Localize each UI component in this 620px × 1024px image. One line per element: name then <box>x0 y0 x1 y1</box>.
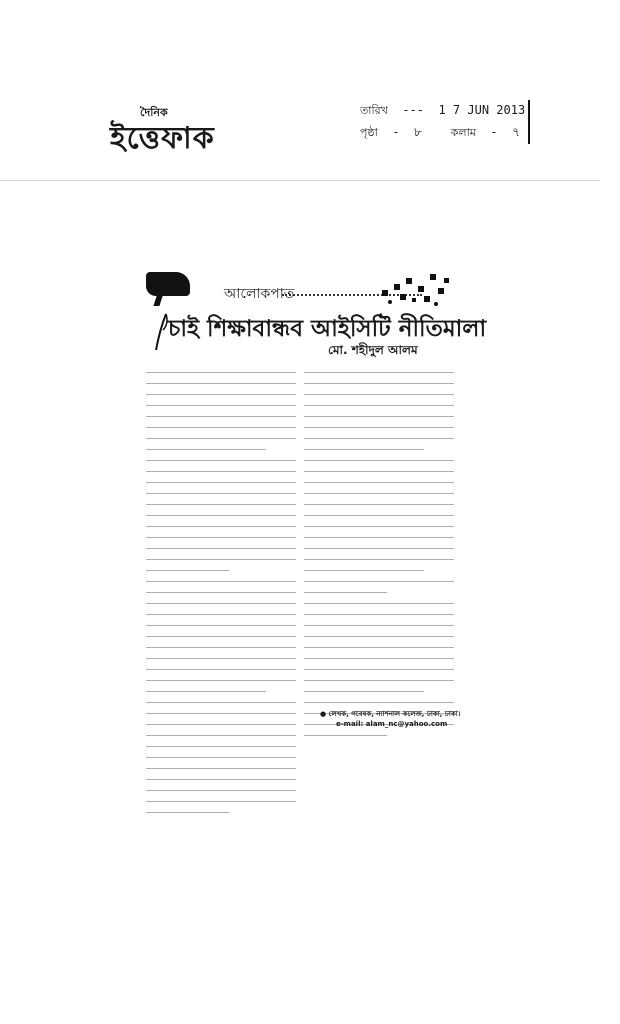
body-text-line <box>146 661 296 670</box>
body-text-line <box>146 496 296 505</box>
body-text-line <box>146 485 296 494</box>
stamp-page-row: পৃষ্ঠা - ৮ কলাম - ৭ <box>360 125 520 139</box>
body-text-line <box>304 628 454 637</box>
body-text-line <box>146 551 296 560</box>
body-text-line <box>146 716 296 725</box>
column-logo-icon <box>146 272 190 296</box>
body-text-line <box>304 661 454 670</box>
decorative-pattern-icon <box>378 270 454 310</box>
body-text-line <box>146 737 296 746</box>
stamp-border <box>528 100 530 144</box>
body-text-line <box>146 748 296 757</box>
stamp-page-label: পৃষ্ঠা <box>360 126 378 139</box>
body-text-line <box>146 364 296 373</box>
body-text-line <box>146 595 296 604</box>
body-text-line <box>146 759 296 768</box>
body-text-line <box>146 781 296 790</box>
masthead-newspaper-name: ইত্তেফাক <box>110 121 215 156</box>
body-text-line <box>304 452 454 461</box>
body-text-line <box>304 639 454 648</box>
body-text-line <box>304 507 454 516</box>
body-text-line <box>304 441 424 450</box>
body-text-line <box>304 606 454 615</box>
body-text-line <box>146 408 296 417</box>
body-text-line <box>146 573 296 582</box>
body-text-line <box>304 595 454 604</box>
article-column-left <box>146 364 296 814</box>
body-text-line <box>304 419 454 428</box>
author-email: e-mail: alam_nc@yahoo.com <box>336 720 448 728</box>
body-text-line <box>146 375 296 384</box>
body-text-line <box>304 529 454 538</box>
body-text-line <box>146 540 296 549</box>
body-text-line <box>146 397 296 406</box>
body-text-line <box>304 562 424 571</box>
article-headline: চাই শিক্ষাবান্ধব আইসিটি নীতিমালা <box>168 316 487 342</box>
body-text-line <box>146 672 296 681</box>
body-text-line <box>304 694 454 703</box>
body-text-line <box>304 386 454 395</box>
body-text-line <box>146 507 296 516</box>
body-text-line <box>146 803 229 812</box>
stamp-column-label: কলাম <box>450 126 476 139</box>
body-text-line <box>146 628 296 637</box>
body-text-line <box>304 375 454 384</box>
body-text-line <box>304 485 454 494</box>
body-text-line <box>146 529 296 538</box>
body-text-line <box>146 463 296 472</box>
stamp-date-label: তারিখ <box>360 104 388 117</box>
body-text-line <box>146 726 296 735</box>
stamp-page-value: ৮ <box>413 125 422 139</box>
page-divider <box>0 180 600 181</box>
body-text-line <box>304 496 454 505</box>
column-name: আলোকপাত <box>224 286 295 302</box>
body-text-line <box>146 452 296 461</box>
body-text-line <box>304 584 387 593</box>
body-text-line <box>146 419 296 428</box>
body-text-line <box>304 683 424 692</box>
masthead-daily-label: দৈনিক <box>140 106 168 119</box>
body-text-line <box>146 650 296 659</box>
body-text-line <box>304 617 454 626</box>
body-text-line <box>146 694 296 703</box>
date-page-stamp <box>360 100 530 144</box>
article-clipping <box>132 268 487 778</box>
body-text-line <box>146 705 296 714</box>
body-text-line <box>304 518 454 527</box>
body-text-line <box>304 364 454 373</box>
body-text-line <box>304 408 454 417</box>
stamp-date-value: 1 7 JUN 2013 <box>438 103 526 117</box>
stamp-date-row: তারিখ --- 1 7 JUN 2013 <box>360 103 526 117</box>
body-text-line <box>304 573 454 582</box>
body-text-line <box>304 463 454 472</box>
body-text-line <box>146 639 296 648</box>
body-text-line <box>146 518 296 527</box>
body-text-line <box>304 650 454 659</box>
body-text-line <box>304 430 454 439</box>
body-text-line <box>146 441 266 450</box>
body-text-line <box>146 584 296 593</box>
body-text-line <box>304 474 454 483</box>
body-text-line <box>146 792 296 801</box>
article-column-right <box>304 364 454 737</box>
body-text-line <box>146 430 296 439</box>
body-text-line <box>304 551 454 560</box>
author-note: ● লেখক, গবেষক, ন্যাশনাল কলেজ, ঢাকা, ঢাকা। <box>320 710 461 718</box>
body-text-line <box>146 562 229 571</box>
body-text-line <box>146 474 296 483</box>
body-text-line <box>304 540 454 549</box>
body-text-line <box>146 683 266 692</box>
body-text-line <box>304 672 454 681</box>
body-text-line <box>146 606 296 615</box>
stamp-column-value: ৭ <box>512 125 520 139</box>
body-text-line <box>146 770 296 779</box>
body-text-line <box>146 617 296 626</box>
body-text-line <box>304 397 454 406</box>
body-text-line <box>146 386 296 395</box>
article-byline: মো. শহীদুল আলম <box>328 343 418 357</box>
